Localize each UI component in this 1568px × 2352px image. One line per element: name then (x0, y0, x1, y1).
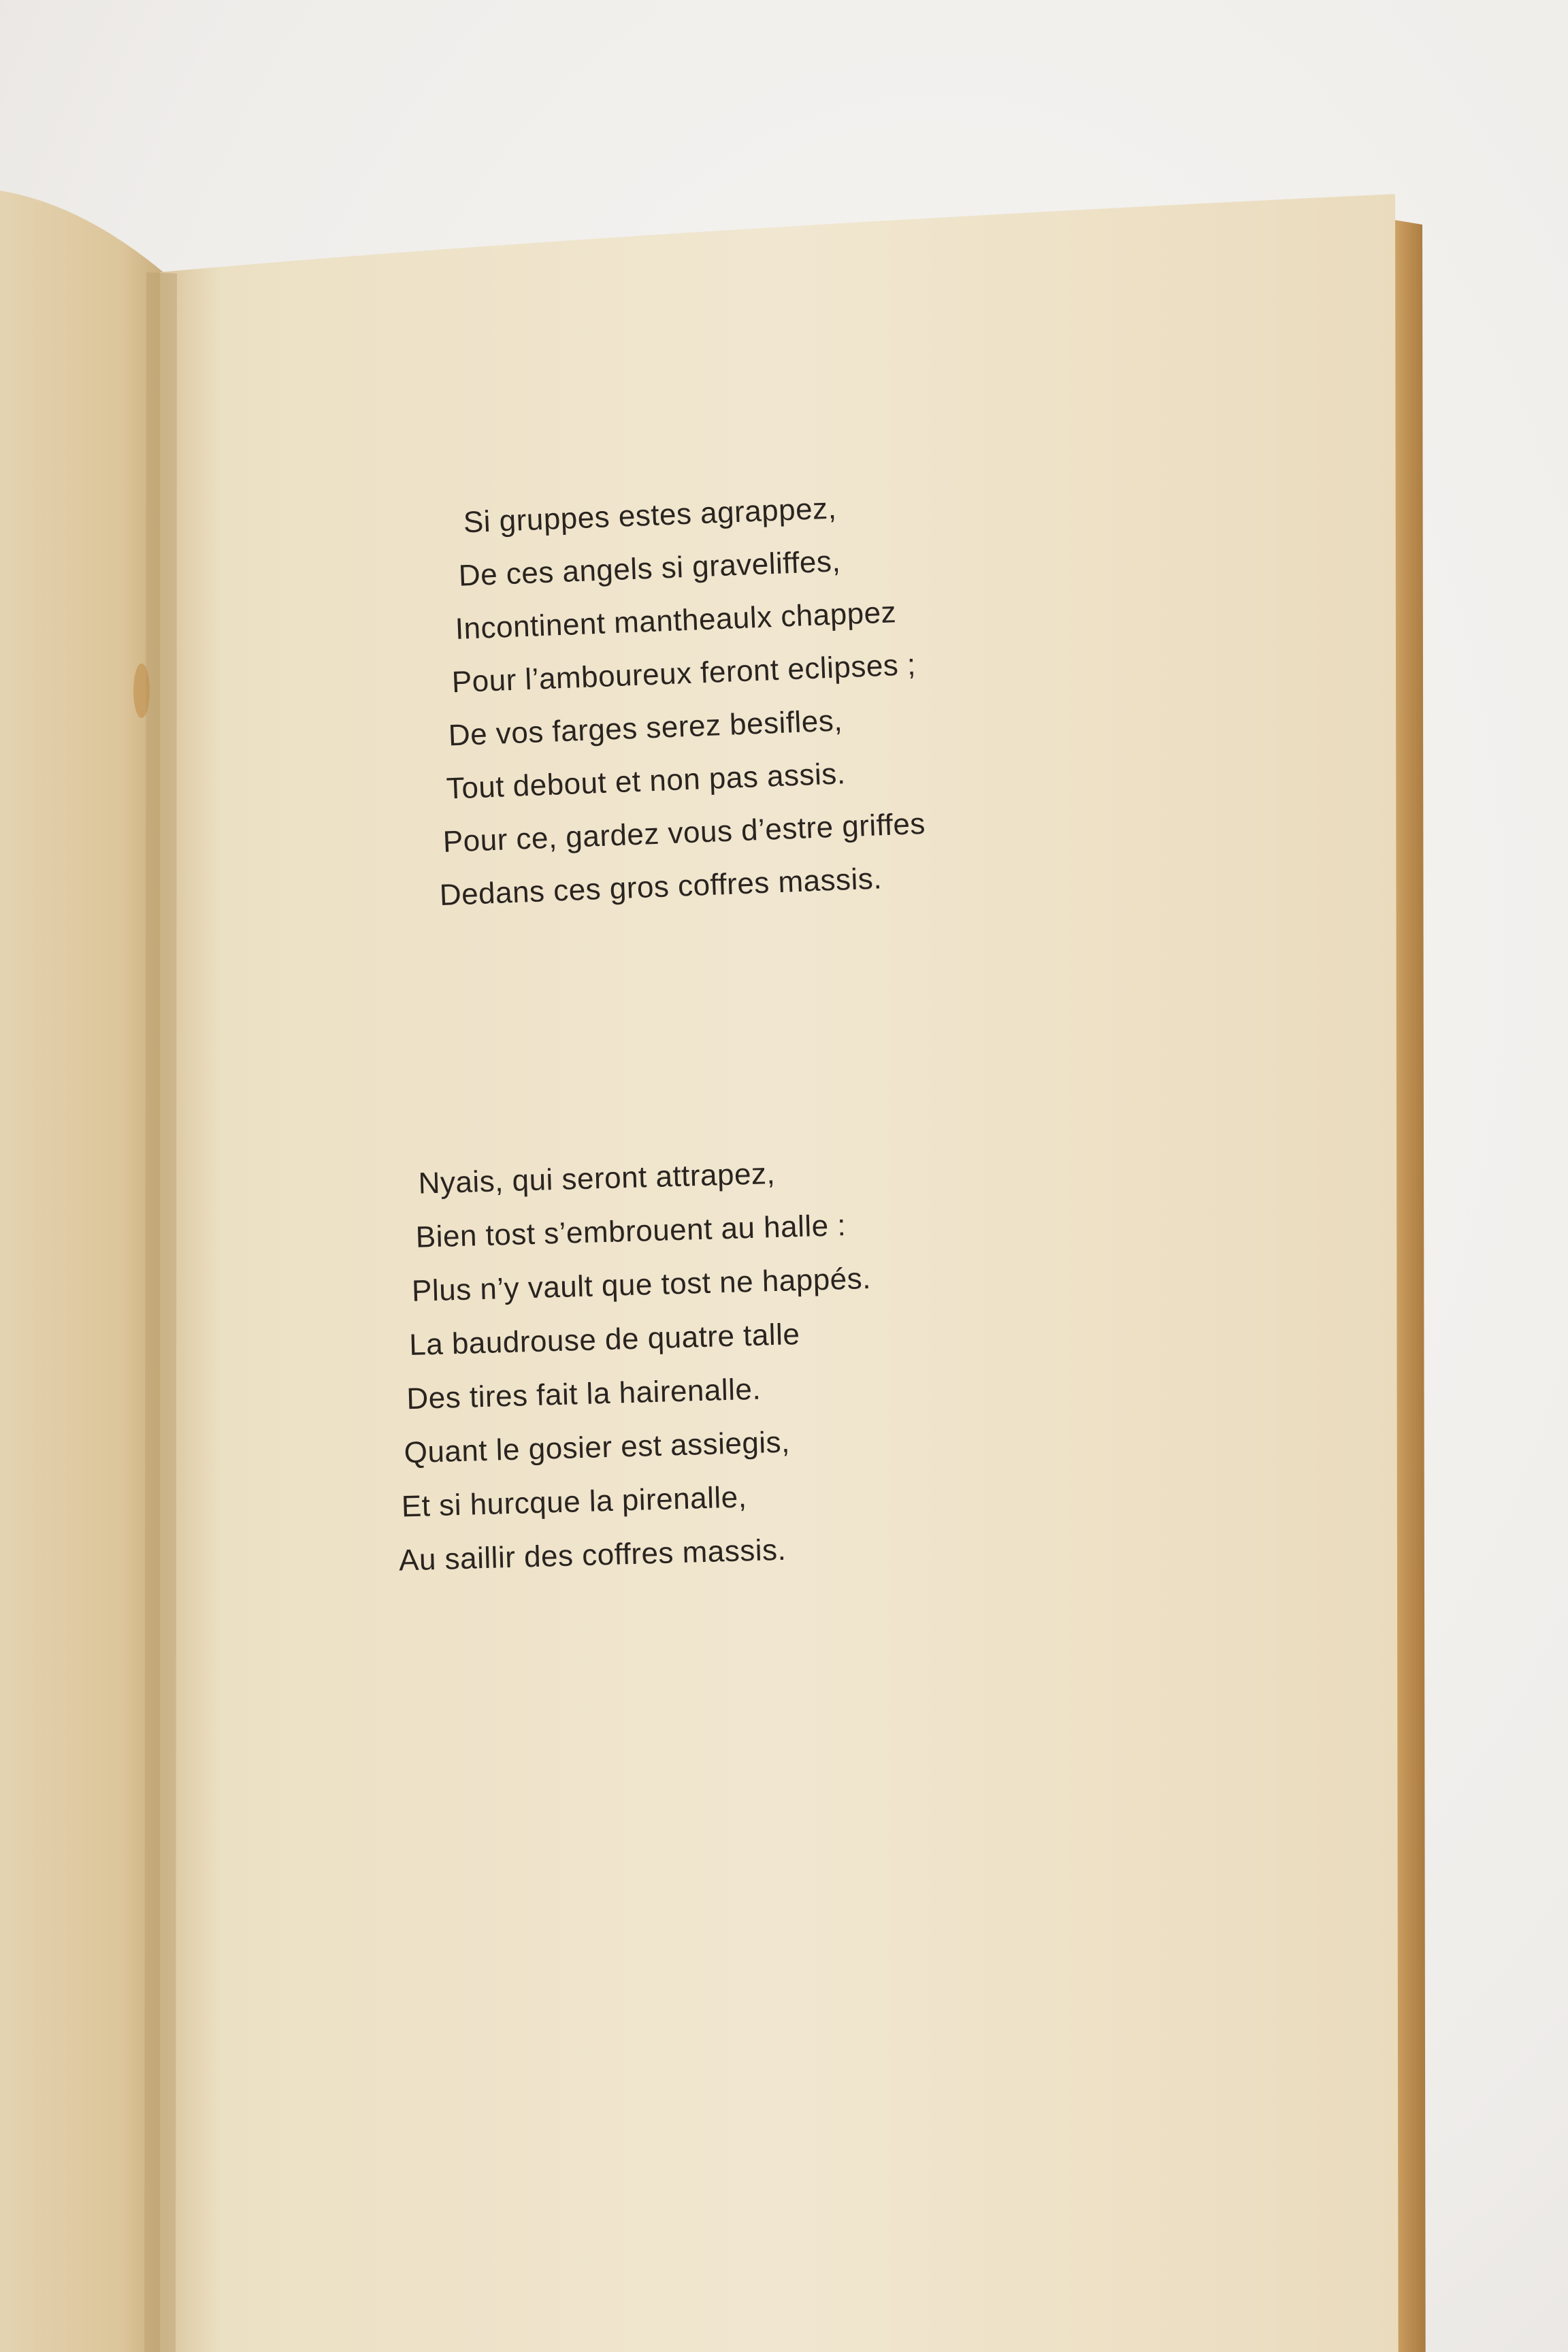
verse-line: Pour ce, gardez vous d’estre griffes (442, 806, 926, 859)
verse-line: Nyais, qui seront attrapez, (417, 1156, 776, 1200)
verse-line: Si gruppes estes agrappez, (462, 491, 838, 540)
verse-line: Incontinent mantheaulx chappez (454, 595, 897, 647)
verse-line: Au saillir des coffres massis. (398, 1533, 787, 1578)
verse-line: Tout debout et non pas assis. (445, 757, 847, 806)
verse-line: Quant le gosier est assiegis, (404, 1425, 791, 1470)
gutter-shadow (144, 272, 177, 2352)
verse-line: Bien tost s’embrouent au halle : (415, 1209, 847, 1254)
verse-line: De ces angels si graveliffes, (457, 544, 841, 593)
verse-line: Et si hurcque la pirenalle, (401, 1480, 747, 1524)
verse-line: Des tires fait la hairenalle. (406, 1372, 762, 1416)
verse-line: La baudrouse de quatre talle (408, 1318, 800, 1362)
foxing-stain (133, 664, 150, 718)
verse-line: Plus n’y vault que tost ne happés. (411, 1262, 872, 1308)
left-page (0, 191, 163, 2352)
verse-line: De vos farges serez besifles, (447, 704, 843, 753)
verse-line: Pour l’amboureux feront eclipses ; (451, 648, 917, 700)
verse-line: Dedans ces gros coffres massis. (438, 862, 883, 913)
